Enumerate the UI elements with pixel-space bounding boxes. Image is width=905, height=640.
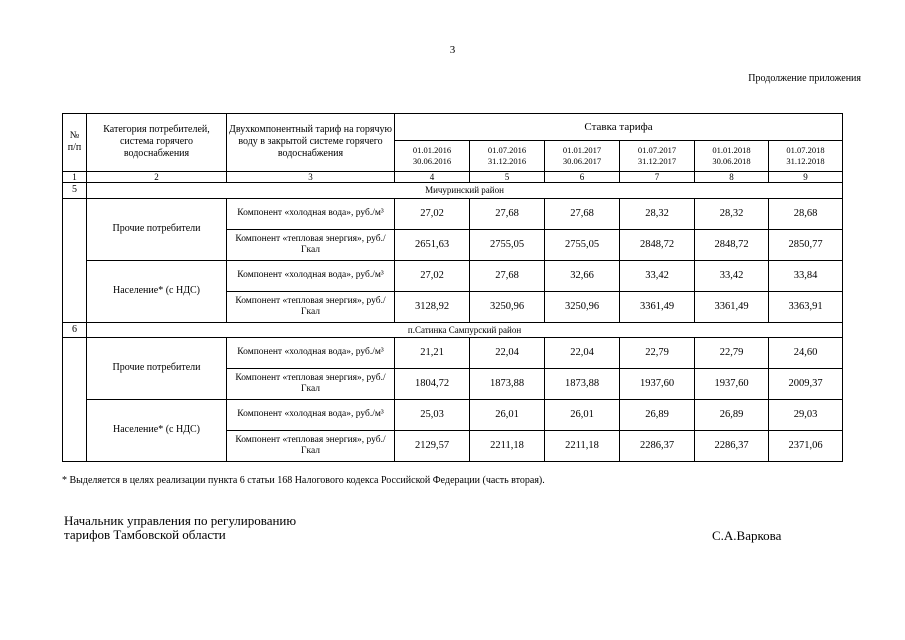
column-index: 9 (769, 171, 843, 182)
continuation-label: Продолжение приложения (748, 73, 861, 84)
component-cell: Компонент «холодная вода», руб./м³ (227, 260, 395, 291)
component-cell: Компонент «тепловая энергия», руб./Гкал (227, 368, 395, 399)
component-cell: Компонент «холодная вода», руб./м³ (227, 399, 395, 430)
category-cell: Прочие потребители (87, 198, 227, 260)
signature-title-line: тарифов Тамбовской области (64, 527, 226, 542)
signature-title-line: Начальник управления по регулированию (64, 513, 297, 528)
section-num-blank (63, 198, 87, 322)
value-cell: 2850,77 (769, 229, 843, 260)
value-cell: 33,42 (695, 260, 769, 291)
section-number: 5 (63, 183, 87, 198)
section-number: 6 (63, 322, 87, 337)
value-cell: 1937,60 (620, 368, 695, 399)
value-cell: 25,03 (395, 399, 470, 430)
period-to: 30.06.2017 (562, 155, 602, 166)
value-cell: 33,42 (620, 260, 695, 291)
value-cell: 27,68 (545, 198, 620, 229)
value-cell: 22,79 (620, 338, 695, 369)
value-cell: 28,32 (695, 198, 769, 229)
column-index: 4 (395, 171, 470, 182)
period-to: 31.12.2018 (786, 155, 825, 166)
value-cell: 33,84 (769, 260, 843, 291)
section-num-blank (63, 338, 87, 462)
value-cell: 1873,88 (545, 368, 620, 399)
period-from: 01.01.2018 (712, 144, 751, 155)
period-from: 01.07.2017 (637, 144, 677, 155)
signature-name: С.А.Варкова (712, 528, 782, 543)
column-index: 1 (63, 171, 87, 182)
value-cell: 1937,60 (695, 368, 769, 399)
value-cell: 1804,72 (395, 368, 470, 399)
header-category: Категория потребителей, система горячего водоснабжения (87, 114, 227, 172)
value-cell: 27,02 (395, 260, 470, 291)
header-period (545, 140, 620, 171)
value-cell: 2371,06 (769, 430, 843, 461)
category-cell: Прочие потребители (87, 338, 227, 400)
value-cell: 22,04 (545, 338, 620, 369)
value-cell: 26,01 (470, 399, 545, 430)
value-cell: 1873,88 (470, 368, 545, 399)
value-cell: 27,02 (395, 198, 470, 229)
value-cell: 3250,96 (545, 291, 620, 322)
value-cell: 3128,92 (395, 291, 470, 322)
header-period (620, 140, 695, 171)
value-cell: 21,21 (395, 338, 470, 369)
category-cell: Население* (с НДС) (87, 260, 227, 322)
value-cell: 22,79 (695, 338, 769, 369)
header-period (470, 140, 545, 171)
footnote: * Выделяется в целях реализации пункта 6 статьи 168 Налогового кодекса Российской Федерации (часть вторая). (62, 475, 545, 486)
value-cell: 2651,63 (395, 229, 470, 260)
column-index: 2 (87, 171, 227, 182)
value-cell: 27,68 (470, 260, 545, 291)
value-cell: 2755,05 (545, 229, 620, 260)
section-region: п.Сатинка Сампурский район (87, 322, 843, 337)
tariff-table (62, 113, 843, 462)
component-cell: Компонент «тепловая энергия», руб./Гкал (227, 229, 395, 260)
period-to: 31.12.2017 (637, 155, 677, 166)
value-cell: 28,32 (620, 198, 695, 229)
period-from: 01.01.2016 (412, 144, 452, 155)
component-cell: Компонент «холодная вода», руб./м³ (227, 338, 395, 369)
signature-title (64, 514, 296, 542)
value-cell: 26,89 (620, 399, 695, 430)
header-period (395, 140, 470, 171)
period-from: 01.01.2017 (562, 144, 602, 155)
value-cell: 2755,05 (470, 229, 545, 260)
value-cell: 3361,49 (695, 291, 769, 322)
value-cell: 3250,96 (470, 291, 545, 322)
value-cell: 2211,18 (470, 430, 545, 461)
value-cell: 24,60 (769, 338, 843, 369)
value-cell: 2129,57 (395, 430, 470, 461)
value-cell: 22,04 (470, 338, 545, 369)
header-rate: Ставка тарифа (395, 114, 843, 141)
section-region: Мичуринский район (87, 183, 843, 198)
component-cell: Компонент «тепловая энергия», руб./Гкал (227, 430, 395, 461)
value-cell: 26,89 (695, 399, 769, 430)
value-cell: 2848,72 (620, 229, 695, 260)
header-tariff: Двухкомпонентный тариф на горячую воду в закрытой системе горячего водоснабжения (227, 114, 395, 172)
header-num: № п/п (63, 114, 87, 172)
period-to: 30.06.2016 (412, 155, 452, 166)
value-cell: 2211,18 (545, 430, 620, 461)
value-cell: 2009,37 (769, 368, 843, 399)
period-to: 30.06.2018 (712, 155, 751, 166)
header-period (695, 140, 769, 171)
value-cell: 3363,91 (769, 291, 843, 322)
column-index: 8 (695, 171, 769, 182)
value-cell: 29,03 (769, 399, 843, 430)
value-cell: 26,01 (545, 399, 620, 430)
value-cell: 28,68 (769, 198, 843, 229)
category-cell: Население* (с НДС) (87, 399, 227, 461)
column-index: 3 (227, 171, 395, 182)
column-index: 7 (620, 171, 695, 182)
component-cell: Компонент «тепловая энергия», руб./Гкал (227, 291, 395, 322)
page-number: 3 (449, 44, 456, 56)
value-cell: 27,68 (470, 198, 545, 229)
period-from: 01.07.2018 (786, 144, 825, 155)
column-index: 5 (470, 171, 545, 182)
period-from: 01.07.2016 (487, 144, 527, 155)
value-cell: 3361,49 (620, 291, 695, 322)
value-cell: 2848,72 (695, 229, 769, 260)
component-cell: Компонент «холодная вода», руб./м³ (227, 198, 395, 229)
header-period (769, 140, 843, 171)
value-cell: 2286,37 (620, 430, 695, 461)
column-index: 6 (545, 171, 620, 182)
value-cell: 2286,37 (695, 430, 769, 461)
period-to: 31.12.2016 (487, 155, 527, 166)
value-cell: 32,66 (545, 260, 620, 291)
